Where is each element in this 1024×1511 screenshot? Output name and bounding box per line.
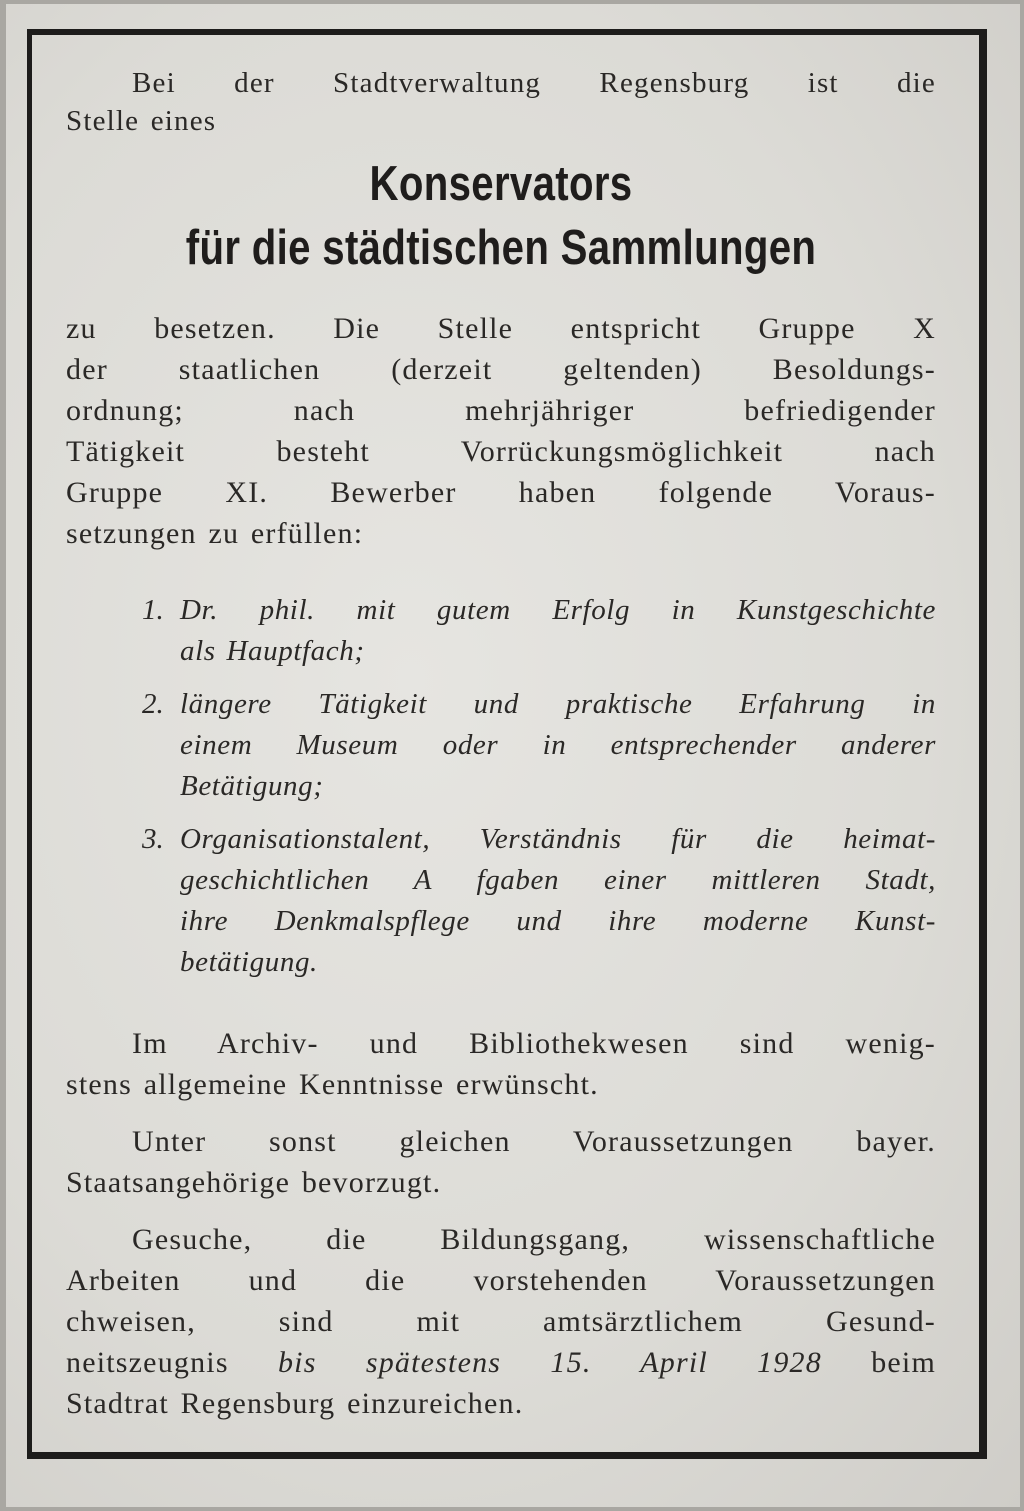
requirement-number: 1.: [142, 594, 164, 626]
paragraph-line: Unter sonst gleichen Voraussetzungen bayer.: [132, 1125, 936, 1158]
body-line: der staatlichen (derzeit geltenden) Besoldungs-: [66, 353, 936, 386]
requirement-line: längere Tätigkeit und praktische Erfahrung in: [180, 688, 936, 720]
paragraph-application: [66, 1219, 936, 1424]
requirement-item: [142, 684, 936, 807]
body-line: setzungen zu erfüllen:: [66, 517, 364, 550]
requirement-item: [142, 819, 936, 983]
body-line: Gruppe XI. Bewerber haben folgende Voraus-: [66, 476, 936, 509]
requirement-line: Betätigung;: [180, 770, 324, 802]
deadline-date: bis spätestens 15. April 1928: [277, 1346, 822, 1379]
deadline-post: beim: [821, 1346, 936, 1379]
body-line: zu besetzen. Die Stelle entspricht Gruppe X: [66, 312, 936, 345]
requirement-number: 3.: [142, 823, 164, 855]
intro-line: Bei der Stadtverwaltung Regensburg ist die: [132, 67, 936, 99]
paragraph-line: Gesuche, die Bildungsgang, wissenschaftliche: [132, 1223, 936, 1256]
deadline-pre: neitszeugnis: [66, 1346, 278, 1379]
body-line: ordnung; nach mehrjähriger befriedigender: [66, 394, 936, 427]
requirement-line: Organisationstalent, Verständnis für die heimat-: [180, 823, 936, 855]
requirement-line: Dr. phil. mit gutem Erfolg in Kunstgeschichte: [180, 594, 936, 626]
paragraph-line: Im Archiv- und Bibliothekwesen sind wenig-: [132, 1027, 936, 1060]
paragraph-line: chweisen, sind mit amtsärztlichem Gesund-: [66, 1305, 936, 1338]
requirements-list: [66, 590, 936, 983]
headline: [66, 152, 936, 280]
body-line: Tätigkeit besteht Vorrückungsmöglichkeit nach: [66, 435, 936, 468]
headline-subtitle: für die städtischen Sammlungen: [185, 221, 817, 275]
headline-title: Konservators: [369, 157, 633, 211]
requirement-item: [142, 590, 936, 672]
requirement-number: 2.: [142, 688, 164, 720]
requirement-line: ihre Denkmalspflege und ihre moderne Kunst-: [180, 905, 936, 937]
requirement-line: einem Museum oder in entsprechender anderer: [180, 729, 936, 761]
paragraph-line: Staatsangehörige bevorzugt.: [66, 1166, 442, 1199]
paragraph-line: Arbeiten und die vorstehenden Voraussetzungen: [66, 1264, 936, 1297]
requirement-line: geschichtlichen A fgaben einer mittleren Stadt,: [180, 864, 936, 896]
paragraph-preference: [66, 1121, 936, 1203]
paragraph-knowledge: [66, 1023, 936, 1105]
requirement-line: als Hauptfach;: [180, 635, 365, 667]
job-advertisement: [66, 64, 936, 1424]
deadline-line: [66, 1342, 936, 1383]
paragraph-line: Stadtrat Regensburg einzureichen.: [66, 1387, 524, 1420]
newspaper-page: [6, 4, 1020, 1507]
intro-line: Stelle eines: [66, 105, 217, 137]
position-description: [66, 308, 936, 554]
paragraph-line: stens allgemeine Kenntnisse erwünscht.: [66, 1068, 599, 1101]
intro-text: [66, 64, 936, 140]
requirement-line: betätigung.: [180, 946, 318, 978]
